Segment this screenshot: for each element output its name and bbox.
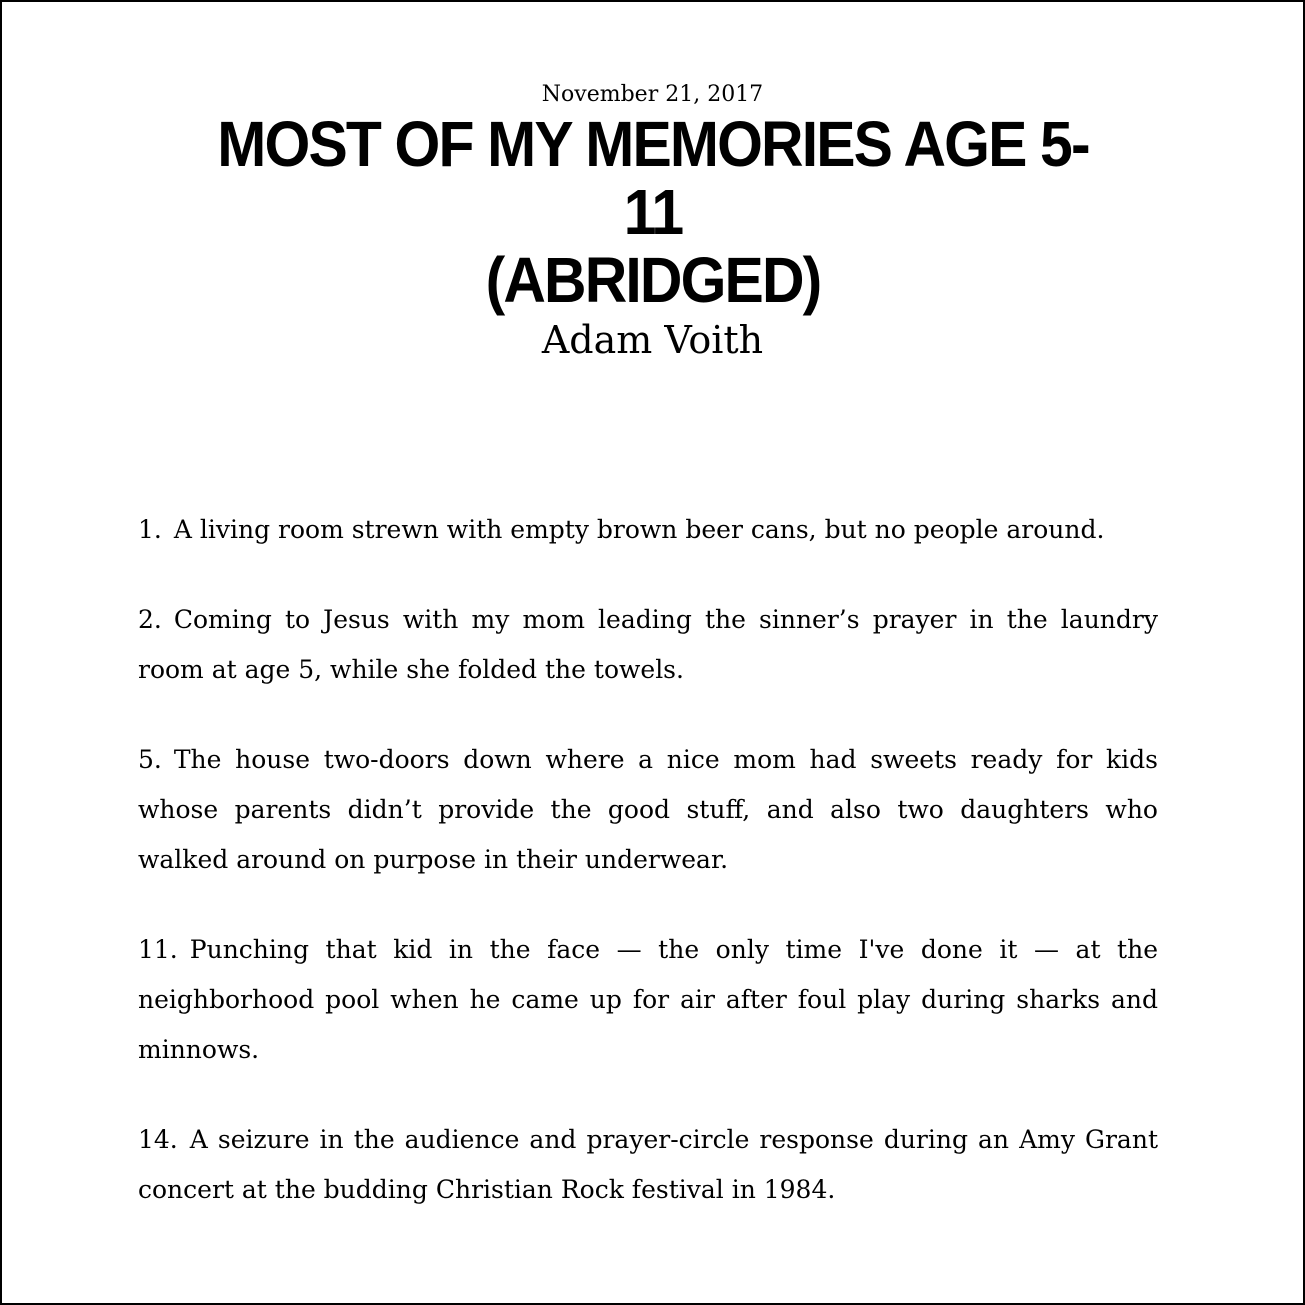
document-header [2, 80, 1303, 366]
memory-item [138, 925, 1158, 1075]
memory-text: A seizure in the audience and prayer-circle response during an Amy Grant concert at the budding Christian Rock festival in 1984. [138, 1125, 1158, 1204]
memory-item [138, 735, 1158, 885]
document-title [193, 110, 1113, 314]
memory-text: The house two-doors down where a nice mom had sweets ready for kids whose parents didn’t provide the good stuff, and also two daughters who walked around on purpose in their underwear. [138, 745, 1158, 874]
memory-number: 14. [138, 1125, 178, 1154]
memory-number: 2. [138, 605, 162, 634]
memory-number: 1. [138, 515, 162, 544]
memory-item [138, 595, 1158, 695]
memory-item [138, 505, 1158, 555]
title-line-2: (ABRIDGED) [485, 244, 820, 316]
memory-text: Punching that kid in the face — the only time I've done it — at the neighborhood pool when he came up for air after foul play during sharks and minnows. [138, 935, 1158, 1064]
memory-item [138, 1115, 1158, 1215]
memory-text: Coming to Jesus with my mom leading the sinner’s prayer in the laundry room at age 5, while she folded the towels. [138, 605, 1158, 684]
publish-date: November 21, 2017 [541, 82, 764, 107]
memory-number: 11. [138, 935, 178, 964]
memory-number: 5. [138, 745, 162, 774]
author-name: Adam Voith [541, 318, 764, 362]
title-line-1: MOST OF MY MEMORIES AGE 5-11 [216, 108, 1089, 248]
memories-list [138, 505, 1158, 1215]
memory-text: A living room strewn with empty brown beer cans, but no people around. [173, 515, 1105, 544]
